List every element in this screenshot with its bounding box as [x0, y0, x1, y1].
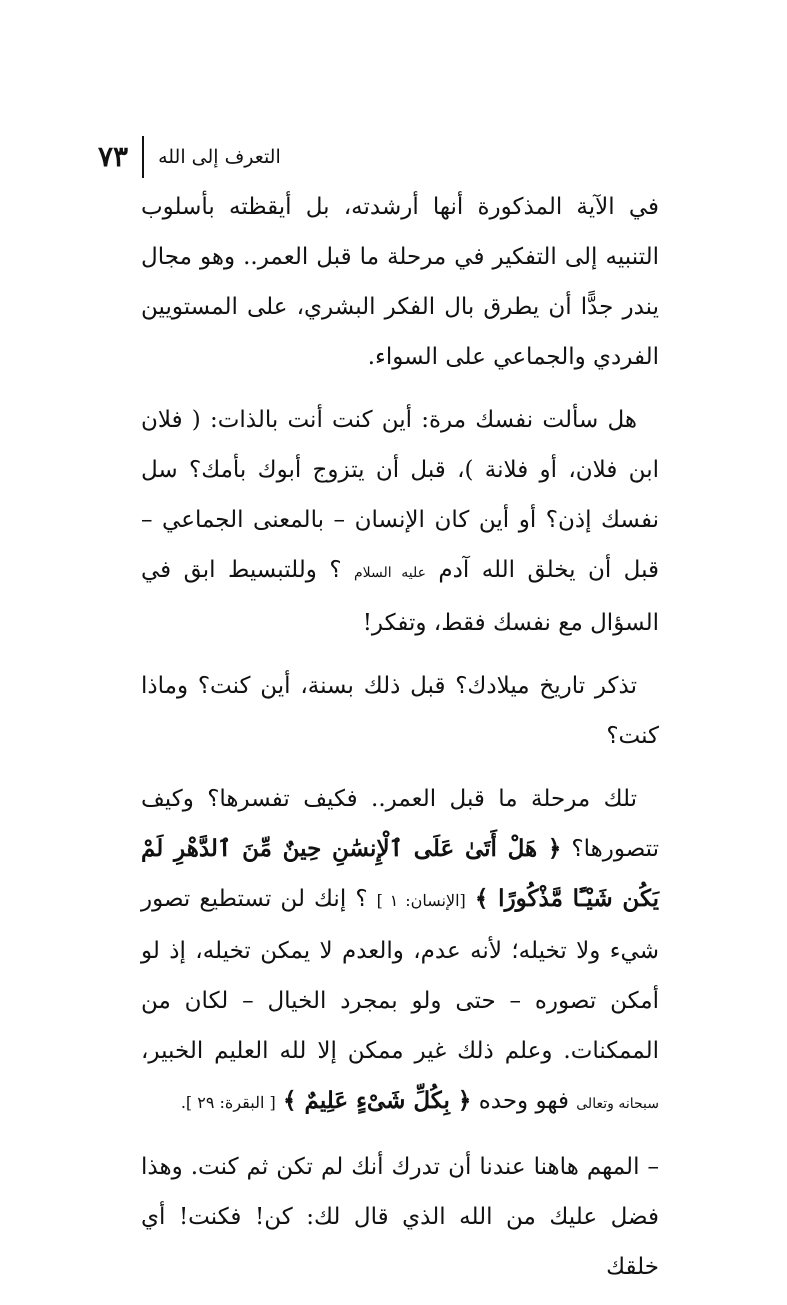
paragraph-4-text-c: فهو وحده — [478, 1088, 569, 1114]
paragraph-2-text-a: هل سألت نفسك مرة: أين كنت أنت بالذات: ( فلان ابن فلان، أو فلانة )، قبل أن يتزوج أبوك بأمك؟ سل نفسك إذن؟ أو أين كان الإنسان – بالمعنى الجماعي – قبل أن يخلق الله آدم — [141, 407, 660, 583]
paragraph-4-text-b: ؟ إنك لن تستطيع تصور شيء ولا تخيله؛ لأنه عدم، والعدم لا يمكن تخيله، إذ لو أمكن تصوره – حتى ولو بمجرد الخيال – لكان من الممكنات. وعلم ذلك غير ممكن إلا لله العليم الخبير، — [141, 886, 659, 1064]
header-divider — [142, 136, 144, 178]
honorific-glyph: عليه السلام — [353, 565, 426, 581]
paragraph-2-text-b: ؟ وللتبسيط ابق في السؤال مع نفسك فقط، وتفكر! — [141, 557, 659, 636]
paragraph-4-text-a: تلك مرحلة ما قبل العمر.. فكيف تفسرها؟ وكيف تتصورها؟ — [141, 786, 659, 862]
verse-reference-2: [ البقرة: ٢٩ ]. — [180, 1093, 276, 1112]
quran-verse-1: ﴿ هَلْ أَتَىٰ عَلَى ٱلْإِنسَٰنِ حِينٌ مِّنَ ٱلدَّهْرِ لَمْ يَكُن شَيْـًٔا مَّذْكُورًا ﴾ — [141, 835, 660, 912]
running-title: التعرف إلى الله — [158, 145, 281, 168]
paragraph-2 — [141, 395, 659, 648]
paragraph-3: تذكر تاريخ ميلادك؟ قبل ذلك بسنة، أين كنت؟ وماذا كنت؟ — [141, 673, 659, 749]
page-number: ٧٣ — [98, 140, 129, 173]
page-header — [98, 136, 281, 178]
verse-reference-1: [الإنسان: ١ ] — [376, 891, 466, 910]
quran-verse-2: ﴿ بِكُلِّ شَىْءٍ عَلِيمٌ ﴾ — [283, 1087, 472, 1114]
paragraph-1: في الآية المذكورة أنها أرشدته، بل أيقظته بأسلوب التنبيه إلى التفكير في مرحلة ما قبل العمر.. وهو مجال يندر جدًّا أن يطرق بال الفكر البشري، على المستويين الفردي والجماعي على السواء. — [141, 194, 659, 370]
paragraph-4 — [141, 774, 659, 1129]
page-body — [141, 182, 659, 1305]
honorific-glyph-2: سبحانه وتعالى — [576, 1096, 659, 1112]
paragraph-5: – المهم هاهنا عندنا أن تدرك أنك لم تكن ثم كنت. وهذا فضل عليك من الله الذي قال لك: كن! فكنت! أي خلقك — [141, 1154, 659, 1280]
